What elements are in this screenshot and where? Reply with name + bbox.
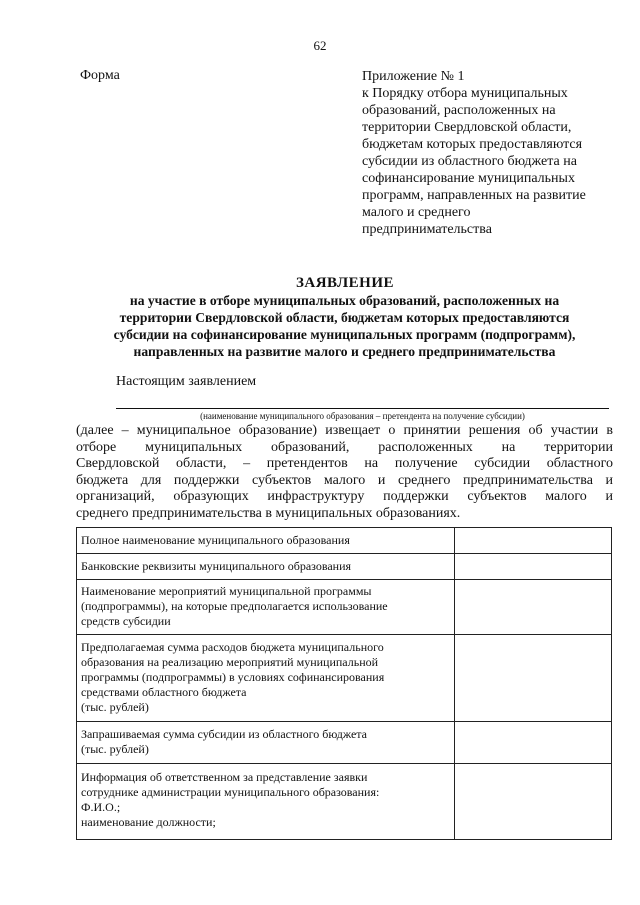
body-line: Свердловской области, – претендентов на получение субсидии областного	[76, 456, 613, 472]
row-label-line: средств субсидии	[81, 614, 171, 628]
appendix-line: субсидии из областного бюджета на	[362, 154, 577, 169]
row-label	[77, 635, 455, 722]
row-label	[77, 554, 455, 580]
document-title: ЗАЯВЛЕНИЕ	[295, 275, 395, 291]
application-table	[76, 527, 612, 840]
table-row	[77, 764, 612, 840]
table-row	[77, 580, 612, 635]
table-row	[77, 528, 612, 554]
appendix-block	[362, 68, 622, 238]
body-line: бюджета для поддержки субъектов малого и среднего предпринимательства и	[76, 472, 613, 488]
form-label: Форма	[80, 68, 120, 83]
document-subtitle	[72, 292, 617, 360]
row-value-cell[interactable]	[454, 722, 611, 764]
appendix-line: бюджетам которых предоставляются	[362, 137, 583, 152]
table-row	[77, 635, 612, 722]
row-label	[77, 528, 455, 554]
field-caption: (наименование муниципального образования – претендента на получение субсидии)	[200, 411, 525, 421]
row-value-cell[interactable]	[454, 528, 611, 554]
appendix-line: малого и среднего	[362, 205, 471, 220]
body-paragraph	[76, 423, 613, 523]
row-value-cell[interactable]	[454, 764, 611, 840]
row-label-line: сотруднике администрации муниципального образования:	[81, 785, 380, 799]
row-label-line: (тыс. рублей)	[81, 742, 149, 756]
appendix-line: программ, направленных на развитие	[362, 188, 586, 203]
row-label-line: программы (подпрограммы) в условиях софинансирования	[81, 670, 385, 684]
appendix-line: образований, расположенных на	[362, 103, 556, 118]
row-value-cell[interactable]	[454, 554, 611, 580]
page-number: 62	[313, 38, 327, 53]
table-row	[77, 722, 612, 764]
subtitle-line: направленных на развитие малого и среднего предпринимательства	[133, 344, 556, 359]
row-label-line: средствами областного бюджета	[81, 685, 247, 699]
appendix-line: софинансирование муниципальных	[362, 171, 575, 186]
row-label-line: Полное наименование муниципального образования	[81, 533, 350, 547]
row-label-line: Банковские реквизиты муниципального образования	[81, 559, 352, 573]
row-label-line: Ф.И.О.;	[81, 800, 121, 814]
row-label	[77, 722, 455, 764]
table-row	[77, 554, 612, 580]
body-line: среднего предпринимательства в муниципальных образованиях.	[76, 505, 461, 521]
row-label-line: Запрашиваемая сумма субсидии из областного бюджета	[81, 727, 368, 741]
row-value-cell[interactable]	[454, 580, 611, 635]
row-label	[77, 764, 455, 840]
row-label-line: (подпрограммы), на которые предполагается использование	[81, 599, 388, 613]
row-label-line: Информация об ответственном за представление заявки	[81, 770, 368, 784]
row-label-line: (тыс. рублей)	[81, 700, 149, 714]
row-label-line: образования на реализацию мероприятий муниципальной	[81, 655, 379, 669]
subtitle-line: на участие в отборе муниципальных образований, расположенных на	[129, 293, 560, 308]
appendix-line: к Порядку отбора муниципальных	[362, 86, 568, 101]
body-line: отборе муниципальных образований, расположенных на территории	[76, 439, 613, 455]
municipality-name-field[interactable]	[116, 408, 609, 409]
row-label-line: Предполагаемая сумма расходов бюджета муниципального	[81, 640, 384, 654]
row-label-line: наименование должности;	[81, 815, 216, 829]
body-line: организаций, образующих инфраструктуру поддержки субъектов малого и	[76, 489, 613, 505]
subtitle-line: субсидии на софинансирование муниципальных программ (подпрограмм),	[113, 327, 576, 342]
intro-text: Настоящим заявлением	[116, 374, 257, 389]
row-label-line: Наименование мероприятий муниципальной программы	[81, 584, 372, 598]
appendix-line: территории Свердловской области,	[362, 120, 572, 135]
appendix-line: предпринимательства	[362, 222, 492, 237]
subtitle-line: территории Свердловской области, бюджетам которых предоставляются	[119, 310, 570, 325]
row-value-cell[interactable]	[454, 635, 611, 722]
body-line: (далее – муниципальное образование) извещает о принятии решения об участии в	[76, 423, 613, 438]
appendix-line: Приложение № 1	[362, 69, 465, 84]
row-label	[77, 580, 455, 635]
